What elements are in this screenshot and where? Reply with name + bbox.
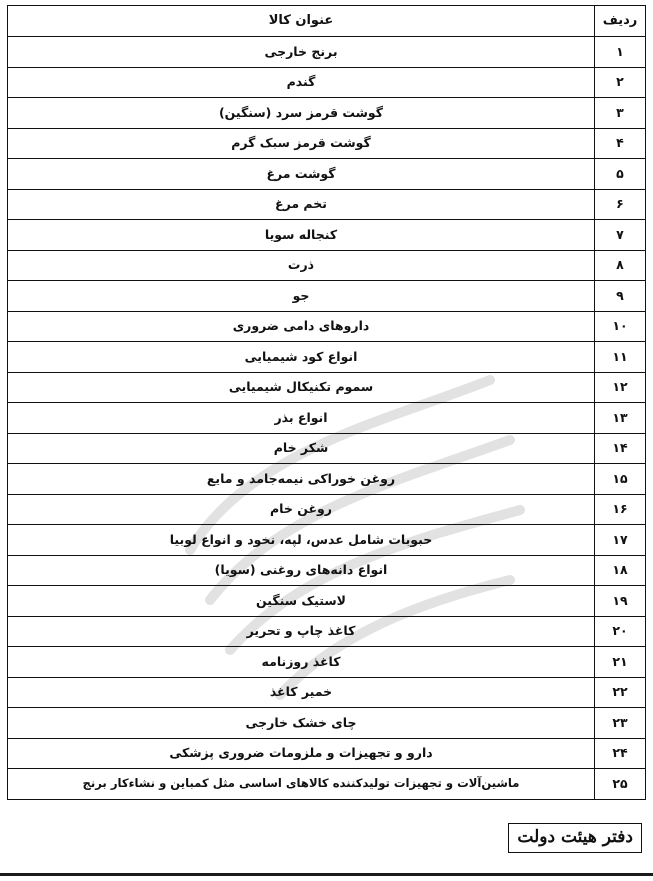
table-row: [8, 586, 646, 617]
row-number-cell: ۹: [595, 281, 646, 312]
table-row: [8, 555, 646, 586]
table-row: [8, 311, 646, 342]
item-title-cell: تخم مرغ: [8, 189, 595, 220]
row-number-cell: ۲۲: [595, 677, 646, 708]
row-number-cell: ۷: [595, 220, 646, 251]
item-title-cell: لاستیک سنگین: [8, 586, 595, 617]
table-row: [8, 464, 646, 495]
item-title-cell: گوشت قرمز سرد (سنگین): [8, 98, 595, 129]
item-title-cell: گندم: [8, 67, 595, 98]
table-row: [8, 281, 646, 312]
row-number-cell: ۲: [595, 67, 646, 98]
row-number-cell: ۲۰: [595, 616, 646, 647]
table-row: [8, 372, 646, 403]
item-title-cell: جو: [8, 281, 595, 312]
table-row: [8, 738, 646, 769]
row-number-cell: ۱۱: [595, 342, 646, 373]
table-row: [8, 647, 646, 678]
table-header-row: [8, 6, 646, 37]
row-number-cell: ۸: [595, 250, 646, 281]
table-row: [8, 769, 646, 800]
item-title-cell: گوشت مرغ: [8, 159, 595, 190]
item-title-cell: برنج خارجی: [8, 37, 595, 68]
item-title-cell: کاغذ روزنامه: [8, 647, 595, 678]
row-number-cell: ۱۸: [595, 555, 646, 586]
item-title-cell: چای خشک خارجی: [8, 708, 595, 739]
goods-table-container: [7, 5, 646, 800]
row-number-cell: ۱۰: [595, 311, 646, 342]
table-body: [8, 37, 646, 800]
row-number-cell: ۲۳: [595, 708, 646, 739]
item-title-cell: داروهای دامی ضروری: [8, 311, 595, 342]
goods-table: [7, 5, 646, 800]
item-title-cell: شکر خام: [8, 433, 595, 464]
item-title-cell: خمیر کاغذ: [8, 677, 595, 708]
row-number-cell: ۵: [595, 159, 646, 190]
table-row: [8, 128, 646, 159]
row-number-cell: ۱۵: [595, 464, 646, 495]
item-title-cell: روغن خام: [8, 494, 595, 525]
row-number-cell: ۱۳: [595, 403, 646, 434]
item-title-cell: انواع بذر: [8, 403, 595, 434]
item-title-cell: گوشت قرمز سبک گرم: [8, 128, 595, 159]
header-row-number: ردیف: [595, 6, 646, 37]
row-number-cell: ۱۹: [595, 586, 646, 617]
table-row: [8, 67, 646, 98]
row-number-cell: ۲۵: [595, 769, 646, 800]
item-title-cell: کنجاله سویا: [8, 220, 595, 251]
item-title-cell: حبوبات شامل عدس، لپه، نخود و انواع لوبیا: [8, 525, 595, 556]
item-title-cell: انواع کود شیمیایی: [8, 342, 595, 373]
bottom-rule: [0, 873, 653, 876]
row-number-cell: ۴: [595, 128, 646, 159]
row-number-cell: ۲۱: [595, 647, 646, 678]
item-title-cell: دارو و تجهیزات و ملزومات ضروری پزشکی: [8, 738, 595, 769]
item-title-cell: ذرت: [8, 250, 595, 281]
row-number-cell: ۲۴: [595, 738, 646, 769]
table-row: [8, 159, 646, 190]
government-office-stamp: دفتر هیئت دولت: [508, 823, 642, 853]
table-row: [8, 708, 646, 739]
table-row: [8, 494, 646, 525]
row-number-cell: ۱۲: [595, 372, 646, 403]
row-number-cell: ۱: [595, 37, 646, 68]
table-row: [8, 250, 646, 281]
table-row: [8, 37, 646, 68]
item-title-cell: انواع دانه‌های روغنی (سویا): [8, 555, 595, 586]
table-row: [8, 525, 646, 556]
table-row: [8, 220, 646, 251]
row-number-cell: ۳: [595, 98, 646, 129]
header-item-title: عنوان کالا: [8, 6, 595, 37]
item-title-cell: کاغذ چاپ و تحریر: [8, 616, 595, 647]
row-number-cell: ۶: [595, 189, 646, 220]
row-number-cell: ۱۷: [595, 525, 646, 556]
row-number-cell: ۱۶: [595, 494, 646, 525]
table-row: [8, 342, 646, 373]
table-row: [8, 677, 646, 708]
row-number-cell: ۱۴: [595, 433, 646, 464]
item-title-cell: ماشین‌آلات و تجهیزات تولیدکننده کالاهای اساسی مثل کمباین و نشاءکار برنج: [8, 769, 595, 800]
table-row: [8, 98, 646, 129]
table-row: [8, 616, 646, 647]
table-row: [8, 433, 646, 464]
table-row: [8, 403, 646, 434]
item-title-cell: سموم تکنیکال شیمیایی: [8, 372, 595, 403]
table-row: [8, 189, 646, 220]
item-title-cell: روغن خوراکی نیمه‌جامد و مایع: [8, 464, 595, 495]
